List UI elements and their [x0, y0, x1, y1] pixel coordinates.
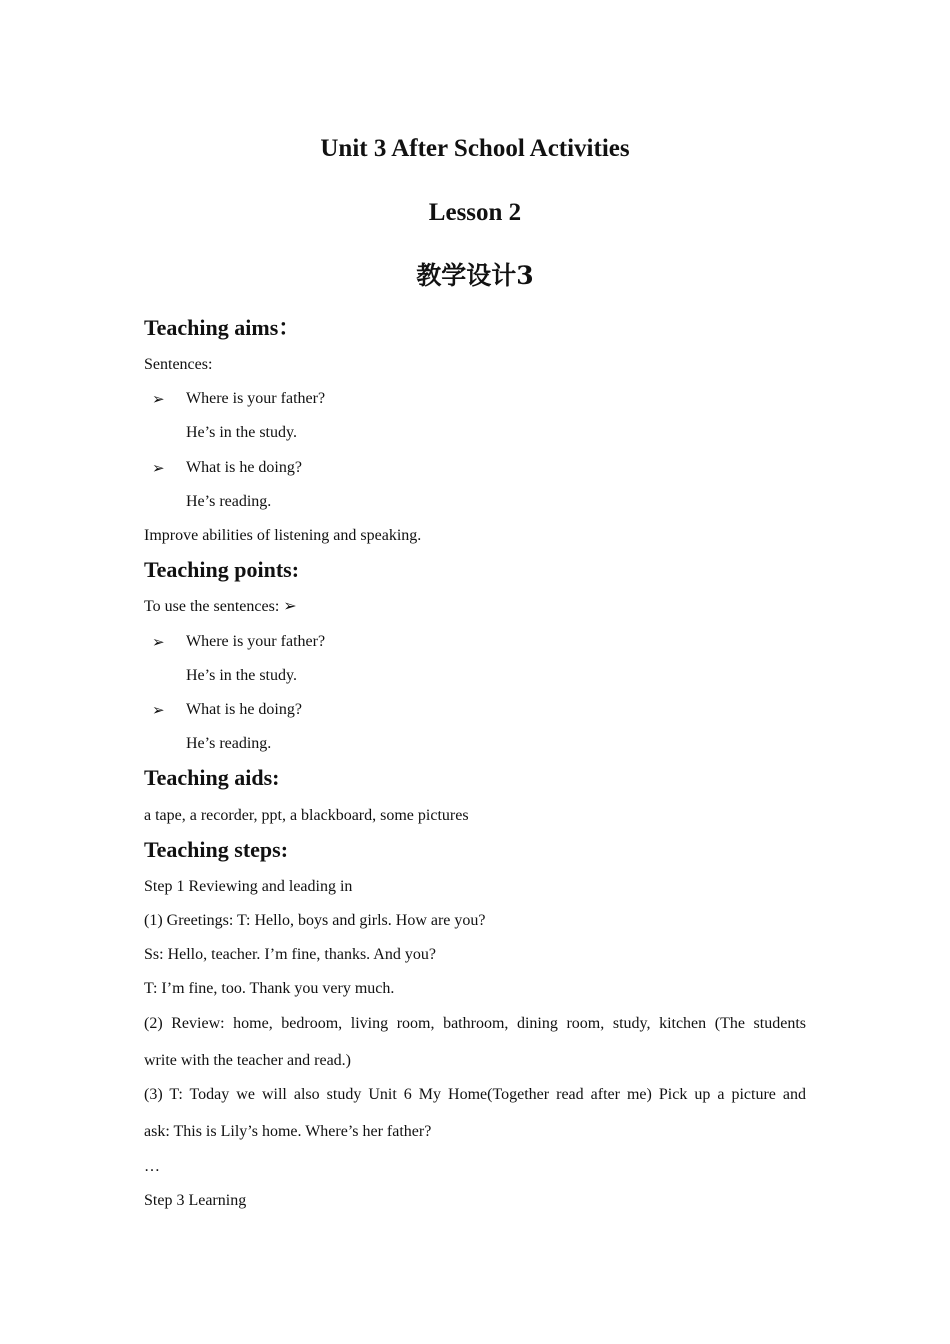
point-question-2: What is he doing?: [186, 701, 302, 718]
aim-question-2: What is he doing?: [186, 459, 302, 476]
design-title: 教学设计3: [416, 261, 534, 290]
sentences-label: Sentences:: [144, 356, 213, 373]
teaching-aids-heading: Teaching aids:: [144, 765, 280, 790]
point-answer-1: He’s in the study.: [186, 667, 297, 684]
teaching-steps-heading: Teaching steps:: [144, 837, 289, 862]
lesson-title: Lesson 2: [428, 199, 522, 226]
point-question-1: Where is your father?: [186, 633, 326, 650]
greeting-line: (1) Greetings: T: Hello, boys and girls. How are you?: [144, 912, 486, 929]
step-3-title: Step 3 Learning: [144, 1192, 247, 1209]
bullet-icon: ➢: [152, 390, 165, 408]
students-reply: Ss: Hello, teacher. I’m fine, thanks. And you?: [144, 946, 436, 963]
aim-answer-2: He’s reading.: [186, 493, 272, 510]
bullet-icon: ➢: [152, 459, 165, 477]
ellipsis-text: …: [144, 1158, 160, 1175]
document-title: Unit 3 After School Activities: [320, 135, 630, 162]
improve-text: Improve abilities of listening and speaking.: [144, 527, 422, 544]
aim-question-1: Where is your father?: [186, 390, 326, 407]
today-line-1: (3) T: Today we will also study Unit 6 My Home(Together read after me) Pick up a picture and: [144, 1086, 806, 1103]
point-answer-2: He’s reading.: [186, 735, 272, 752]
bullet-icon: ➢: [152, 701, 165, 719]
bullet-icon: ➢: [152, 633, 165, 651]
teaching-aims-heading: Teaching aims：: [144, 315, 301, 340]
aim-answer-1: He’s in the study.: [186, 424, 297, 441]
teacher-reply: T: I’m fine, too. Thank you very much.: [144, 980, 395, 997]
points-intro: To use the sentences: ➢: [144, 598, 297, 615]
today-line-2: ask: This is Lily’s home. Where’s her father?: [144, 1123, 432, 1140]
teaching-points-heading: Teaching points:: [144, 557, 300, 582]
aids-text: a tape, a recorder, ppt, a blackboard, some pictures: [144, 807, 469, 824]
review-line-2: write with the teacher and read.): [144, 1052, 352, 1069]
review-line-1: (2) Review: home, bedroom, living room, bathroom, dining room, study, kitchen (The students: [144, 1015, 806, 1032]
step-1-title: Step 1 Reviewing and leading in: [144, 878, 353, 895]
